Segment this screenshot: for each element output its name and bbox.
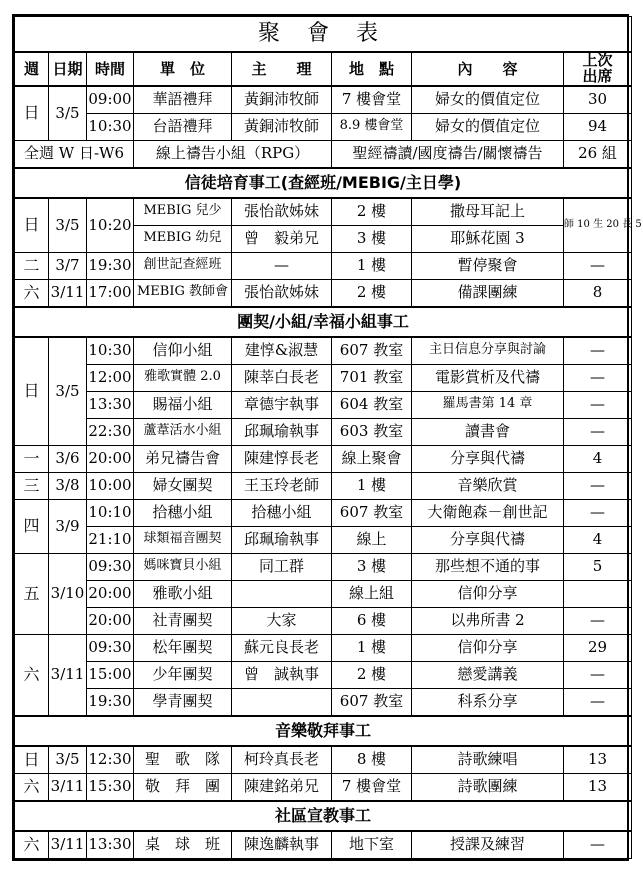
host-cell: 陳逸麟執事 [232, 831, 332, 859]
header-last-line2: 出席 [582, 66, 613, 85]
date-cell: 3/7 [49, 252, 87, 279]
unit-cell: 球類福音團契 [134, 526, 232, 553]
last-attendance-cell: 29 [564, 634, 632, 661]
unit-cell: 蘆葦活水小組 [134, 418, 232, 445]
place-cell: 607 教室 [332, 337, 412, 365]
time-cell: 20:00 [87, 580, 134, 607]
weekly-prayer-row [15, 140, 632, 168]
host-cell: 曾 毅弟兄 [232, 225, 332, 252]
last-attendance-cell: — [564, 337, 632, 365]
header-week: 週 [15, 52, 49, 86]
time-cell: 15:30 [87, 773, 134, 801]
host-cell [232, 688, 332, 716]
place-cell: 8.9 樓會堂 [332, 113, 412, 140]
fellowship-row [15, 337, 632, 365]
content-cell: 信仰分享 [412, 634, 564, 661]
schedule-sheet [12, 14, 642, 861]
time-cell: 10:10 [87, 499, 134, 526]
time-cell: 22:30 [87, 418, 134, 445]
time-cell: 15:00 [87, 661, 134, 688]
content-cell: 婦女的價值定位 [412, 113, 564, 140]
section-header-community-title: 社區宣教事工 [15, 801, 632, 831]
time-cell: 10:30 [87, 113, 134, 140]
content-cell: 信仰分享 [412, 580, 564, 607]
header-host: 主 理 [232, 52, 332, 86]
host-cell: 大家 [232, 607, 332, 634]
fellowship-row [15, 553, 632, 580]
header-last-line1: 上次 [582, 51, 613, 69]
last-attendance-cell [564, 580, 632, 607]
time-cell: 09:30 [87, 553, 134, 580]
content-cell: 羅馬書第 14 章 [412, 391, 564, 418]
host-cell: 黃銅沛牧師 [232, 113, 332, 140]
meeting-table [14, 16, 642, 859]
section-header-education-title: 信徒培育事工(查經班/MEBIG/主日學) [15, 168, 632, 198]
content-cell: 那些想不通的事 [412, 553, 564, 580]
content-cell: 詩歌練唱 [412, 746, 564, 774]
content-cell: 暫停聚會 [412, 252, 564, 279]
content-cell: 耶穌花園 3 [412, 225, 564, 252]
unit-cell: 松年團契 [134, 634, 232, 661]
host-cell: 張怡歆姊妹 [232, 198, 332, 226]
date-cell: 3/5 [49, 746, 87, 774]
host-cell: 王玉玲老師 [232, 472, 332, 499]
last-attendance-cell: 13 [564, 746, 632, 774]
place-cell: 603 教室 [332, 418, 412, 445]
host-cell: 同工群 [232, 553, 332, 580]
fellowship-row [15, 472, 632, 499]
header-content: 內 容 [412, 52, 564, 86]
time-cell: 19:30 [87, 252, 134, 279]
header-unit: 單 位 [134, 52, 232, 86]
date-cell: 3/11 [49, 634, 87, 716]
place-cell: 2 樓 [332, 661, 412, 688]
last-attendance-cell: — [564, 391, 632, 418]
community-row [15, 831, 632, 859]
day-cell: 日 [15, 746, 49, 774]
day-cell: 日 [15, 86, 49, 141]
place-cell: 2 樓 [332, 279, 412, 307]
unit-cell: 信仰小組 [134, 337, 232, 365]
place-cell: 607 教室 [332, 499, 412, 526]
unit-cell: MEBIG 幼兒 [134, 225, 232, 252]
content-cell: 讀書會 [412, 418, 564, 445]
last-attendance-cell: — [564, 661, 632, 688]
time-cell: 09:00 [87, 86, 134, 114]
place-cell: 7 樓會堂 [332, 773, 412, 801]
unit-cell: 弟兄禱告會 [134, 445, 232, 472]
unit-cell: MEBIG 教師會 [134, 279, 232, 307]
host-cell [232, 580, 332, 607]
content-cell: 大衛飽森－創世記 [412, 499, 564, 526]
weekly-last: 26 組 [564, 140, 632, 168]
place-cell: 607 教室 [332, 688, 412, 716]
header-row [15, 52, 632, 86]
day-cell: 六 [15, 773, 49, 801]
content-cell: 詩歌團練 [412, 773, 564, 801]
worship-row [15, 86, 632, 114]
unit-cell: 賜福小組 [134, 391, 232, 418]
date-cell: 3/5 [49, 337, 87, 446]
date-cell: 3/5 [49, 86, 87, 141]
place-cell: 地下室 [332, 831, 412, 859]
place-cell: 線上 [332, 526, 412, 553]
time-cell: 13:30 [87, 831, 134, 859]
unit-cell: 拾穗小組 [134, 499, 232, 526]
day-cell: 三 [15, 472, 49, 499]
host-cell: 曾 誠執事 [232, 661, 332, 688]
content-cell: 以弗所書 2 [412, 607, 564, 634]
unit-cell: 媽咪寶貝小組 [134, 553, 232, 580]
weekly-unit: 線上禱告小組（RPG） [134, 140, 332, 168]
host-cell: — [232, 252, 332, 279]
fellowship-row [15, 364, 632, 391]
content-cell: 戀愛講義 [412, 661, 564, 688]
date-cell: 3/8 [49, 472, 87, 499]
worship-row [15, 113, 632, 140]
host-cell: 柯玲真長老 [232, 746, 332, 774]
place-cell: 3 樓 [332, 553, 412, 580]
header-last-attendance [564, 52, 632, 86]
fellowship-row [15, 661, 632, 688]
date-cell: 3/9 [49, 499, 87, 553]
header-date: 日期 [49, 52, 87, 86]
date-cell: 3/11 [49, 773, 87, 801]
day-cell: 一 [15, 445, 49, 472]
fellowship-row [15, 445, 632, 472]
unit-cell: 聖 歌 隊 [134, 746, 232, 774]
section-header-music [15, 716, 632, 746]
place-cell: 8 樓 [332, 746, 412, 774]
time-cell: 10:20 [87, 198, 134, 253]
last-attendance-cell: 4 [564, 445, 632, 472]
weekly-content: 聖經禱讀/國度禱告/關懷禱告 [332, 140, 564, 168]
host-cell: 陳莘白長老 [232, 364, 332, 391]
date-cell: 3/10 [49, 553, 87, 634]
time-cell: 17:00 [87, 279, 134, 307]
host-cell: 黃銅沛牧師 [232, 86, 332, 114]
time-cell: 10:00 [87, 472, 134, 499]
education-row [15, 198, 632, 226]
host-cell: 章德宇執事 [232, 391, 332, 418]
date-cell: 3/11 [49, 279, 87, 307]
time-cell: 10:30 [87, 337, 134, 365]
unit-cell: 桌 球 班 [134, 831, 232, 859]
last-attendance-cell: — [564, 607, 632, 634]
unit-cell: 學青團契 [134, 688, 232, 716]
day-cell: 六 [15, 279, 49, 307]
last-attendance-cell: 4 [564, 526, 632, 553]
last-attendance-cell: — [564, 364, 632, 391]
time-cell: 13:30 [87, 391, 134, 418]
fellowship-row [15, 634, 632, 661]
host-cell: 拾穗小組 [232, 499, 332, 526]
unit-cell: 雅歌實體 2.0 [134, 364, 232, 391]
day-cell: 四 [15, 499, 49, 553]
content-cell: 婦女的價值定位 [412, 86, 564, 114]
last-attendance-cell: 師 10 生 20 長 5 [564, 198, 632, 253]
date-cell: 3/5 [49, 198, 87, 253]
day-cell: 六 [15, 831, 49, 859]
time-cell: 21:10 [87, 526, 134, 553]
time-cell: 12:30 [87, 746, 134, 774]
content-cell: 撒母耳記上 [412, 198, 564, 226]
fellowship-row [15, 580, 632, 607]
fellowship-row [15, 688, 632, 716]
content-cell: 科系分享 [412, 688, 564, 716]
place-cell: 1 樓 [332, 472, 412, 499]
unit-cell: 敬 拜 團 [134, 773, 232, 801]
unit-cell: MEBIG 兒少 [134, 198, 232, 226]
place-cell: 701 教室 [332, 364, 412, 391]
place-cell: 3 樓 [332, 225, 412, 252]
content-cell: 電影賞析及代禱 [412, 364, 564, 391]
section-header-education [15, 168, 632, 198]
place-cell: 604 教室 [332, 391, 412, 418]
time-cell: 19:30 [87, 688, 134, 716]
host-cell: 邱珮瑜執事 [232, 418, 332, 445]
content-cell: 分享與代禱 [412, 526, 564, 553]
last-attendance-cell: — [564, 499, 632, 526]
last-attendance-cell: 13 [564, 773, 632, 801]
place-cell: 線上聚會 [332, 445, 412, 472]
day-cell: 五 [15, 553, 49, 634]
section-header-community [15, 801, 632, 831]
fellowship-row [15, 526, 632, 553]
education-row [15, 279, 632, 307]
education-row [15, 252, 632, 279]
unit-cell: 雅歌小組 [134, 580, 232, 607]
host-cell: 陳建銘弟兄 [232, 773, 332, 801]
music-row [15, 773, 632, 801]
section-header-fellowship-title: 團契/小組/幸福小組事工 [15, 307, 632, 337]
place-cell: 線上組 [332, 580, 412, 607]
date-cell: 3/6 [49, 445, 87, 472]
content-cell: 備課團練 [412, 279, 564, 307]
fellowship-row [15, 418, 632, 445]
place-cell: 1 樓 [332, 634, 412, 661]
host-cell: 邱珮瑜執事 [232, 526, 332, 553]
host-cell: 蘇元良長老 [232, 634, 332, 661]
day-cell: 日 [15, 337, 49, 446]
fellowship-row [15, 391, 632, 418]
place-cell: 7 樓會堂 [332, 86, 412, 114]
last-attendance-cell: 8 [564, 279, 632, 307]
date-cell: 3/11 [49, 831, 87, 859]
header-place: 地 點 [332, 52, 412, 86]
day-cell: 日 [15, 198, 49, 253]
last-attendance-cell: 94 [564, 113, 632, 140]
music-row [15, 746, 632, 774]
section-header-music-title: 音樂敬拜事工 [15, 716, 632, 746]
time-cell: 09:30 [87, 634, 134, 661]
unit-cell: 少年團契 [134, 661, 232, 688]
last-attendance-cell: — [564, 688, 632, 716]
fellowship-row [15, 607, 632, 634]
day-cell: 六 [15, 634, 49, 716]
host-cell: 陳建惇長老 [232, 445, 332, 472]
unit-cell: 創世記查經班 [134, 252, 232, 279]
last-attendance-cell: — [564, 472, 632, 499]
unit-cell: 婦女團契 [134, 472, 232, 499]
place-cell: 6 樓 [332, 607, 412, 634]
last-attendance-cell: 5 [564, 553, 632, 580]
header-time: 時間 [87, 52, 134, 86]
last-attendance-cell: — [564, 831, 632, 859]
time-cell: 20:00 [87, 607, 134, 634]
last-attendance-cell: 30 [564, 86, 632, 114]
page-title: 聚 會 表 [15, 17, 632, 53]
host-cell: 張怡歆姊妹 [232, 279, 332, 307]
time-cell: 20:00 [87, 445, 134, 472]
host-cell: 建惇&淑慧 [232, 337, 332, 365]
place-cell: 1 樓 [332, 252, 412, 279]
unit-cell: 華語禮拜 [134, 86, 232, 114]
day-cell: 二 [15, 252, 49, 279]
content-cell: 主日信息分享與討論 [412, 337, 564, 365]
time-cell: 12:00 [87, 364, 134, 391]
content-cell: 分享與代禱 [412, 445, 564, 472]
unit-cell: 社青團契 [134, 607, 232, 634]
content-cell: 音樂欣賞 [412, 472, 564, 499]
section-header-fellowship [15, 307, 632, 337]
last-attendance-cell: — [564, 418, 632, 445]
content-cell: 授課及練習 [412, 831, 564, 859]
unit-cell: 台語禮拜 [134, 113, 232, 140]
place-cell: 2 樓 [332, 198, 412, 226]
fellowship-row [15, 499, 632, 526]
last-attendance-cell: — [564, 252, 632, 279]
weekly-label: 全週 W 日-W6 [15, 140, 134, 168]
